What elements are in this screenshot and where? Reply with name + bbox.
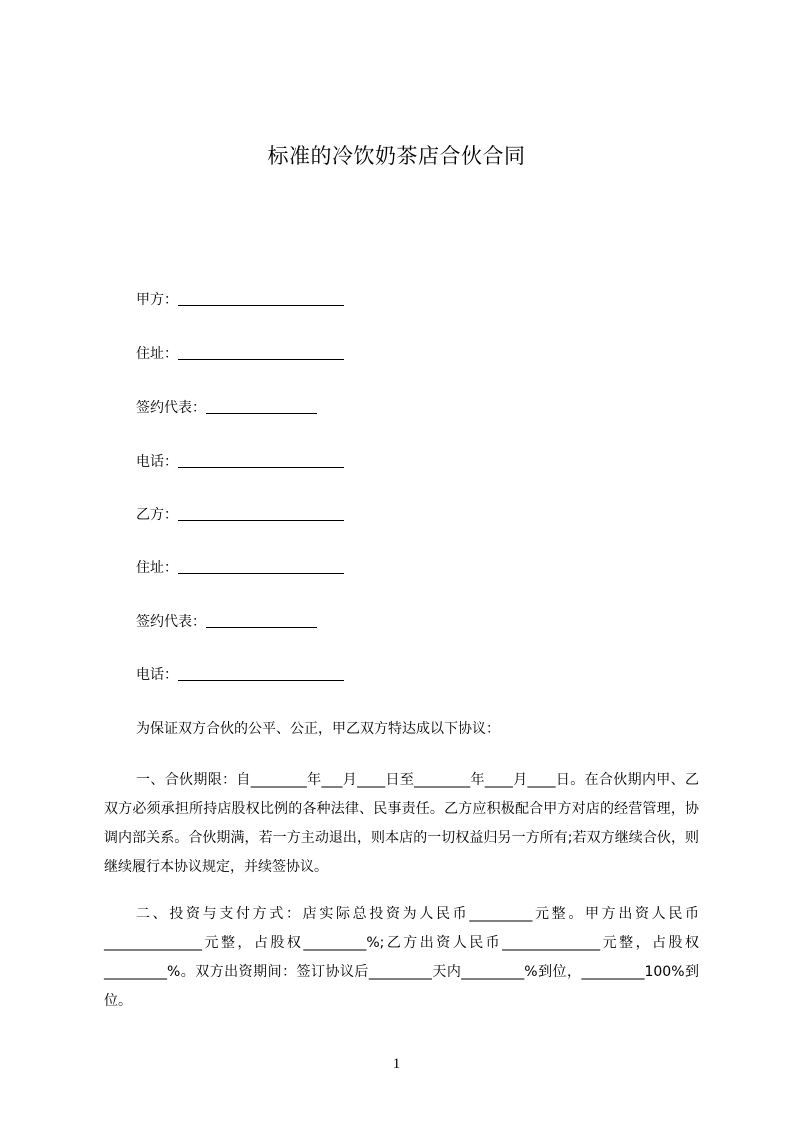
clause-1-paragraph: 一、合伙期限：自________年___月____日至________年____月____日。在合伙期内甲、乙双方必须承担所持店股权比例的各种法律、民事责任。乙方应积极配合甲方对店的经营管理，协调内部关系。合伙期满，若一方主动退出，则本店的一切权益归另一方所有;若双方继续合伙，则继续履行本协议规定，并续签协议。 [104, 772, 699, 875]
party-b-phone-label: 电话： [136, 667, 178, 683]
party-b-rep-blank [206, 613, 317, 628]
party-b-address-blank [178, 559, 344, 574]
party-b-phone-blank [178, 666, 344, 681]
party-b-address-field [136, 558, 344, 578]
page-number: 1 [392, 1056, 401, 1072]
party-b-name-blank [178, 506, 344, 521]
party-a-address-field [136, 344, 344, 364]
party-a-name-blank [178, 291, 344, 306]
clause-2-paragraph: 二、投资与支付方式：店实际总投资为人民币_________元整。甲方出资人民币______________元整，占股权_________%;乙方出资人民币______________元整，占股权_________%。双方出资期间：签订协议后_________天内_________%到位，_________100%到位。 [104, 906, 699, 1009]
party-a-name-label: 甲方： [136, 292, 178, 308]
party-b-rep-field [136, 612, 317, 632]
party-a-phone-blank [178, 453, 344, 468]
party-a-rep-blank [206, 399, 317, 414]
party-b-address-label: 住址： [136, 560, 178, 576]
party-a-name-field [136, 290, 344, 310]
party-a-address-label: 住址： [136, 346, 178, 362]
party-a-phone-label: 电话： [136, 454, 178, 470]
party-a-phone-field [136, 452, 344, 472]
party-b-rep-label: 签约代表： [136, 614, 206, 630]
party-b-name-field [136, 505, 344, 525]
party-b-phone-field [136, 665, 344, 685]
party-a-address-blank [178, 345, 344, 360]
intro-paragraph: 为保证双方合伙的公平、公正，甲乙双方特达成以下协议： [136, 721, 500, 737]
document-title: 标准的冷饮奶茶店合伙合同 [267, 144, 526, 168]
party-a-rep-label: 签约代表： [136, 400, 206, 416]
party-a-rep-field [136, 398, 317, 418]
party-b-name-label: 乙方： [136, 507, 178, 523]
